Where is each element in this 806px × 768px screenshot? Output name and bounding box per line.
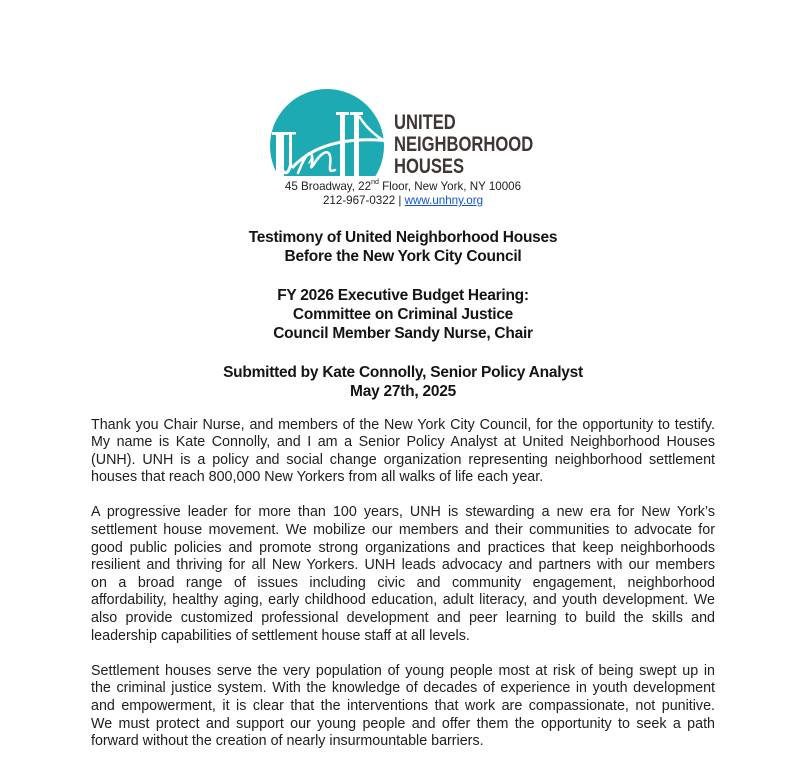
hearing-name: FY 2026 Executive Budget Hearing:: [0, 286, 806, 305]
text-line: settlement house movement. We mobilize our members and their communities to advocate for: [91, 522, 715, 540]
submitted-by: Submitted by Kate Connolly, Senior Policy Analyst: [0, 363, 806, 382]
text-line: A progressive leader for more than 100 years, UNH is stewarding a new era for New York’s: [91, 504, 715, 522]
phone-and-website: [0, 194, 806, 208]
separator: |: [395, 194, 404, 207]
phone-number: 212-967-0322: [323, 194, 395, 207]
committee-chair: Council Member Sandy Nurse, Chair: [0, 324, 806, 343]
testimony-heading: [0, 228, 806, 267]
wordmark-line-2: NEIGHBORHOOD: [394, 134, 533, 156]
heading-line: Testimony of United Neighborhood Houses: [0, 228, 806, 247]
body-paragraph-2: [91, 504, 715, 645]
testimony-title-block: [0, 228, 806, 402]
text-line: My name is Kate Connolly, and I am a Senior Policy Analyst at United Neighborhood Houses: [91, 434, 715, 452]
text-line: Thank you Chair Nurse, and members of the New York City Council, for the opportunity to testify.: [91, 417, 715, 435]
street-address: [0, 180, 806, 194]
unh-logo-icon: [268, 86, 390, 178]
text-line: houses that reach 800,000 New Yorkers from all walks of life each year.: [91, 469, 715, 487]
street-rest: Floor, New York, NY 10006: [379, 180, 521, 193]
testimony-body: [91, 417, 715, 768]
text-line: resilient and thriving for all New Yorkers. UNH leads advocacy and partners with our members: [91, 557, 715, 575]
hearing-heading: [0, 286, 806, 344]
org-wordmark: [394, 112, 533, 178]
text-line: and empowerment, it is clear that the interventions that work are compassionate, not punitive.: [91, 698, 715, 716]
body-paragraph-1: [91, 417, 715, 487]
text-line: the criminal justice system. With the knowledge of decades of experience in youth development: [91, 680, 715, 698]
letterhead-contact: [0, 180, 806, 208]
committee-name: Committee on Criminal Justice: [0, 305, 806, 324]
text-line: We must protect and support our young people and offer them the opportunity to seek a path: [91, 716, 715, 734]
logo-monogram-icon: [268, 86, 390, 178]
text-line: on a broad range of issues including civic and community engagement, neighborhood: [91, 575, 715, 593]
submitter-heading: [0, 363, 806, 402]
submission-date: May 27th, 2025: [0, 382, 806, 401]
text-line: also provide customized professional development and peer learning to build the skills and: [91, 610, 715, 628]
body-paragraph-3: [91, 663, 715, 751]
text-line: leadership capabilities of settlement house staff at all levels.: [91, 628, 715, 646]
ordinal-suffix: nd: [371, 179, 379, 186]
text-line: Settlement houses serve the very population of young people most at risk of being swept up in: [91, 663, 715, 681]
heading-line: Before the New York City Council: [0, 247, 806, 266]
text-line: forward without the creation of nearly insurmountable barriers.: [91, 733, 715, 751]
website-link[interactable]: www.unhny.org: [405, 194, 483, 207]
street-prefix: 45 Broadway, 22: [285, 180, 371, 193]
text-line: good public policies and promote strong organizations and practices that keep neighborhoods: [91, 540, 715, 558]
wordmark-line-1: UNITED: [394, 112, 533, 134]
text-line: (UNH). UNH is a policy and social change organization representing neighborhood settlement: [91, 452, 715, 470]
text-line: affordability, healthy aging, early childhood education, adult literacy, and youth development. We: [91, 592, 715, 610]
wordmark-line-3: HOUSES: [394, 156, 533, 178]
